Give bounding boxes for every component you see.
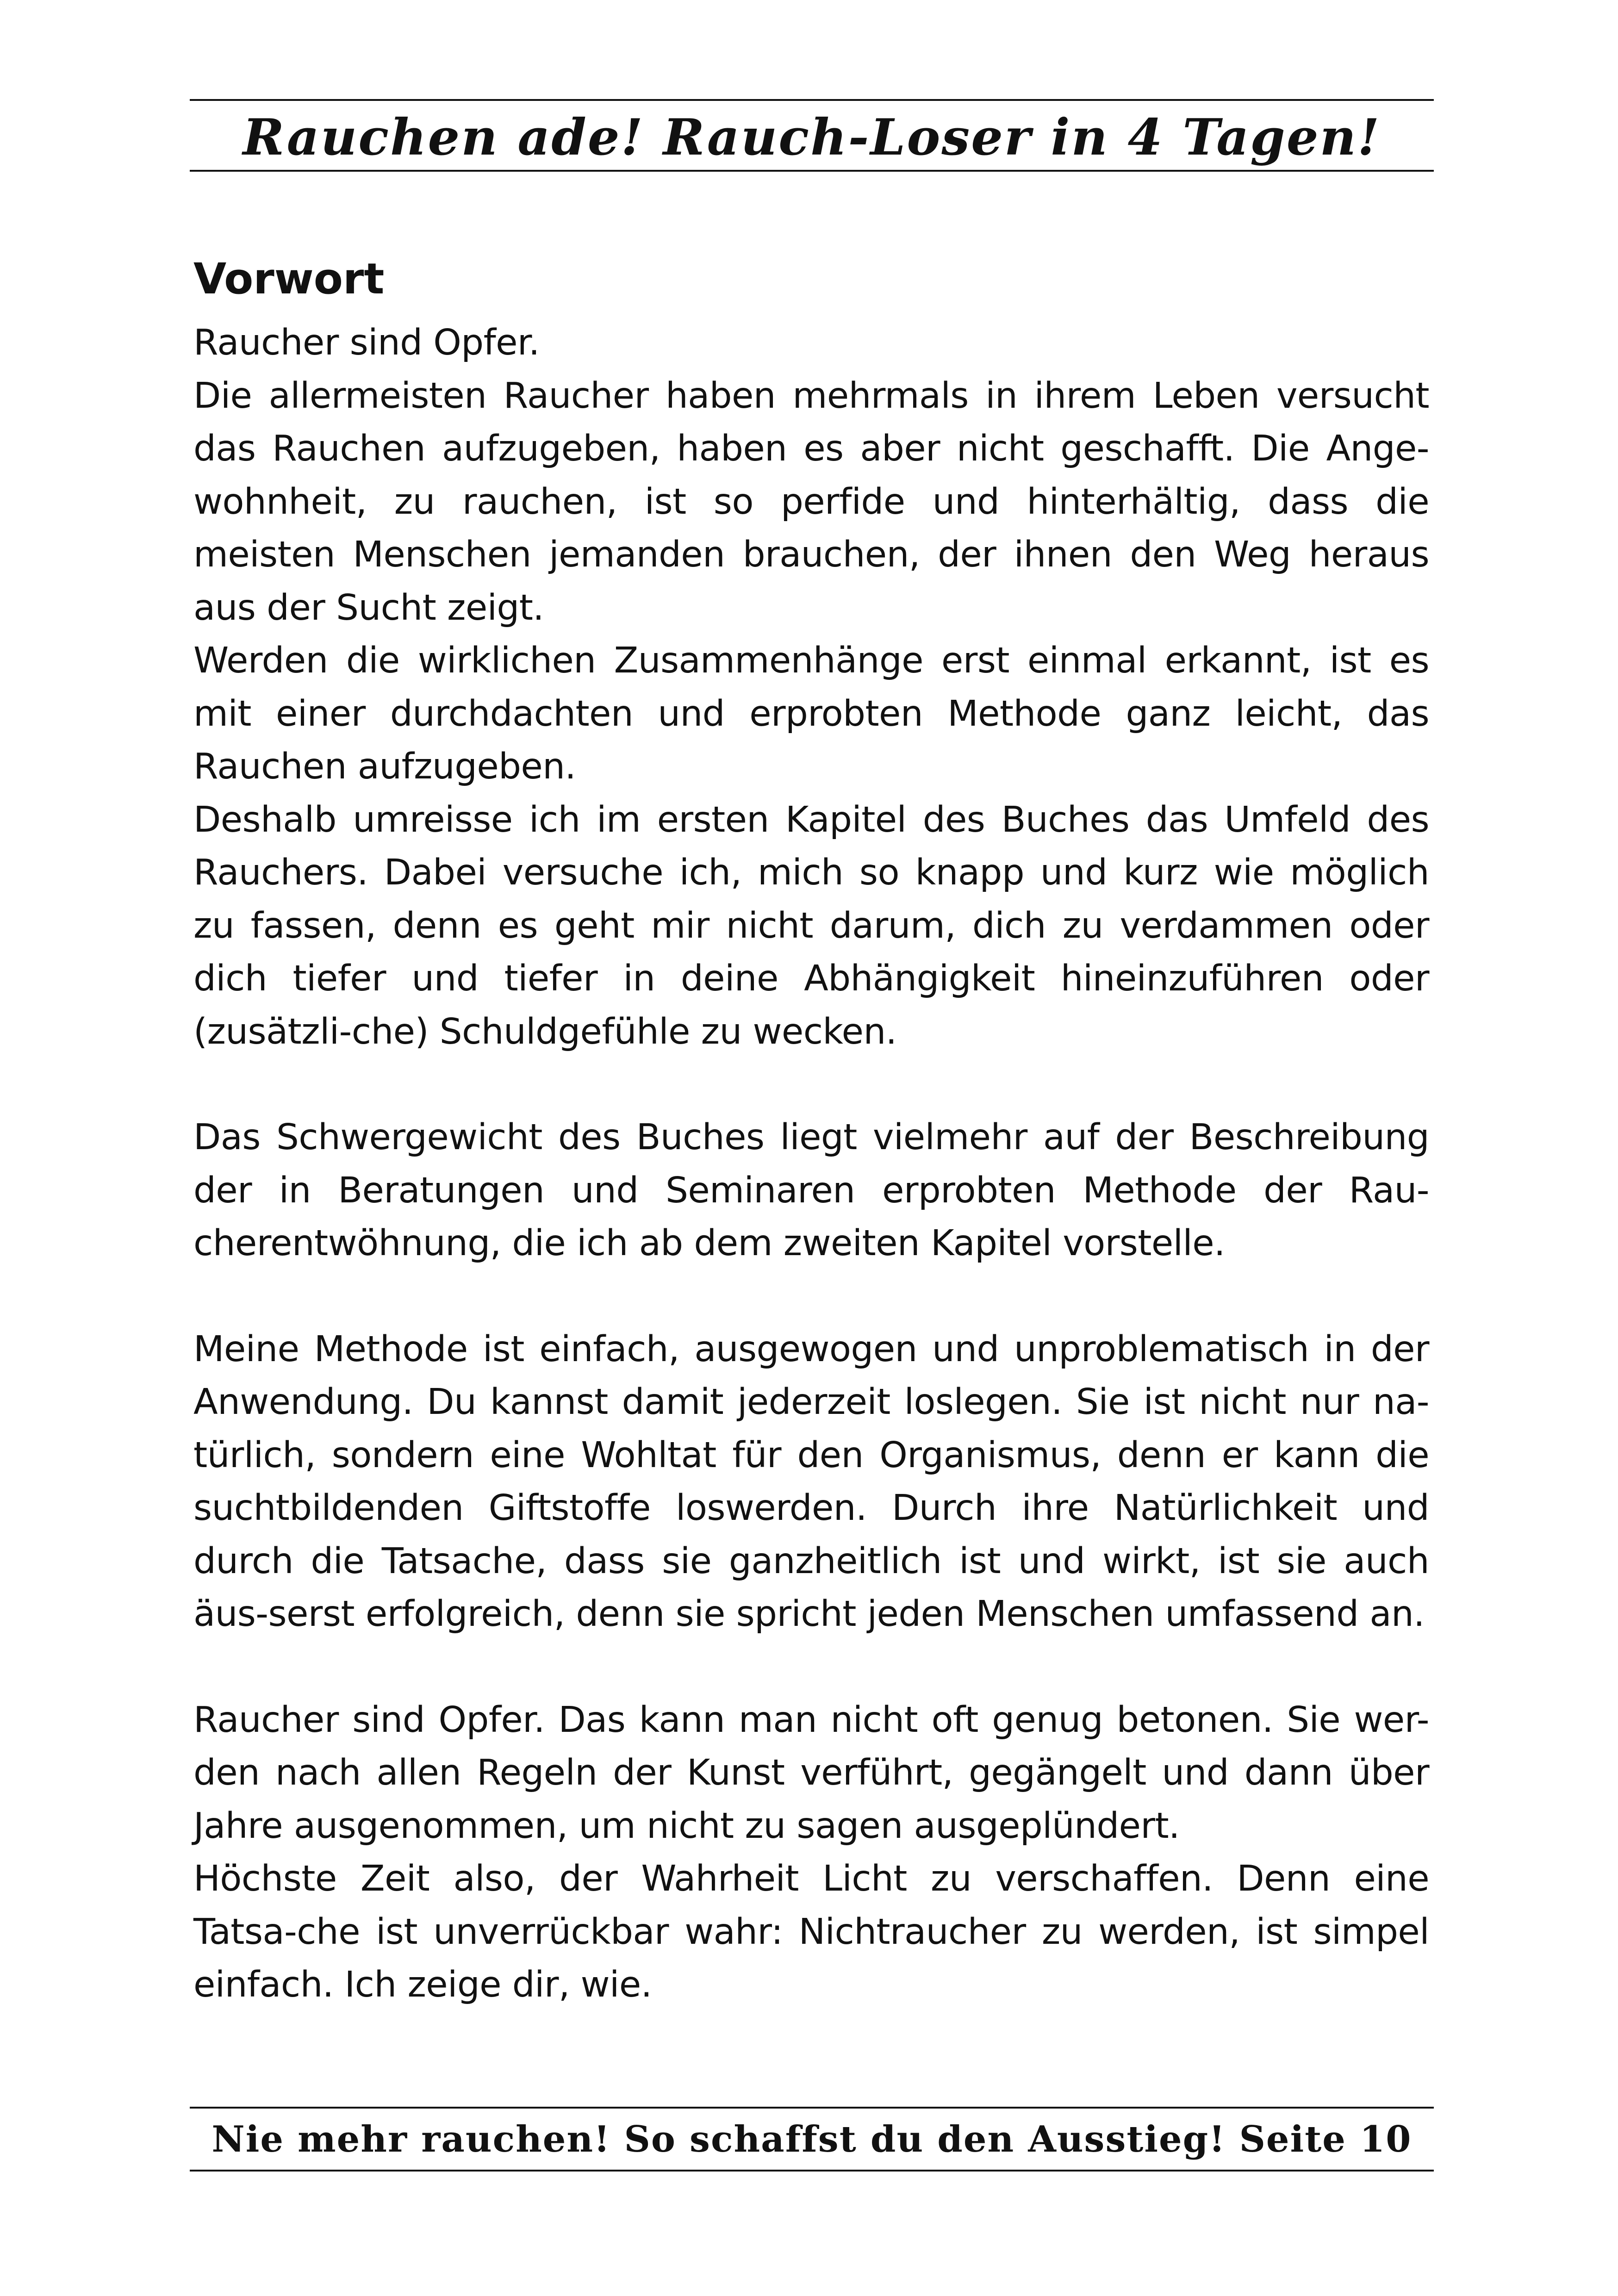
body-paragraph-5: Das Schwergewicht des Buches liegt vielmehr auf der Beschreibung der in Beratungen und Seminaren erprobten Methode der Rau-cherentwöhnung, die ich ab dem zweiten Kapitel vorstelle. xyxy=(193,1117,1429,1264)
body-paragraph-7: Raucher sind Opfer. Das kann man nicht oft genug betonen. Sie wer-den nach allen Regeln der Kunst verführt, gegängelt und dann über Jahre ausgenommen, um nicht zu sagen ausgeplündert. xyxy=(193,1699,1429,1847)
paragraph-spacer xyxy=(193,1270,1429,1323)
footer-bottom-rule xyxy=(190,2170,1434,2172)
body-paragraph-3: Werden die wirklichen Zusammenhänge erst einmal erkannt, ist es mit einer durchdachten und erprobten Methode ganz leicht, das Rauchen aufzugeben. xyxy=(193,640,1429,787)
footer-top-rule xyxy=(190,2107,1434,2109)
header-bottom-rule xyxy=(190,170,1434,172)
body-paragraph-1: Raucher sind Opfer. xyxy=(193,322,540,363)
page-body xyxy=(193,249,1429,2012)
header-top-rule xyxy=(190,99,1434,101)
section-heading: Vorwort xyxy=(193,254,385,304)
body-paragraph-2: Die allermeisten Raucher haben mehrmals in ihrem Leben versucht das Rauchen aufzugeben, haben es aber nicht geschafft. Die Ange-wohnheit, zu rauchen, ist so perfide und hinterhältig, dass die meisten Menschen jemanden brauchen, der ihnen den Weg heraus aus der Sucht zeigt. xyxy=(193,375,1429,628)
paragraph-spacer xyxy=(193,1058,1429,1111)
body-paragraph-4: Deshalb umreisse ich im ersten Kapitel des Buches das Umfeld des Rauchers. Dabei versuche ich, mich so knapp und kurz wie möglich zu fassen, denn es geht mir nicht darum, dich zu verdammen oder dich tiefer und tiefer in deine Abhängigkeit hineinzuführen oder (zusätzli-che) Schuldgefühle zu wecken. xyxy=(193,799,1429,1052)
body-paragraph-6: Meine Methode ist einfach, ausgewogen und unproblematisch in der Anwendung. Du kannst damit jederzeit loslegen. Sie ist nicht nur na-türlich, sondern eine Wohltat für den Organismus, denn er kann die suchtbildenden Giftstoffe loswerden. Durch ihre Natürlichkeit und durch die Tatsache, dass sie ganzheitlich ist und wirkt, ist sie auch äus-serst erfolgreich, denn sie spricht jeden Menschen umfassend an. xyxy=(193,1328,1429,1635)
paragraph-spacer xyxy=(193,1641,1429,1694)
body-paragraph-8: Höchste Zeit also, der Wahrheit Licht zu verschaffen. Denn eine Tatsa-che ist unverrückbar wahr: Nichtraucher zu werden, ist simpel einfach. Ich zeige dir, wie. xyxy=(193,1858,1429,2005)
running-footer-text: Nie mehr rauchen! So schaffst du den Ausstieg! Seite 10 xyxy=(212,2118,1412,2160)
running-header-title: Rauchen ade! Rauch-Loser in 4 Tagen! xyxy=(243,108,1381,167)
